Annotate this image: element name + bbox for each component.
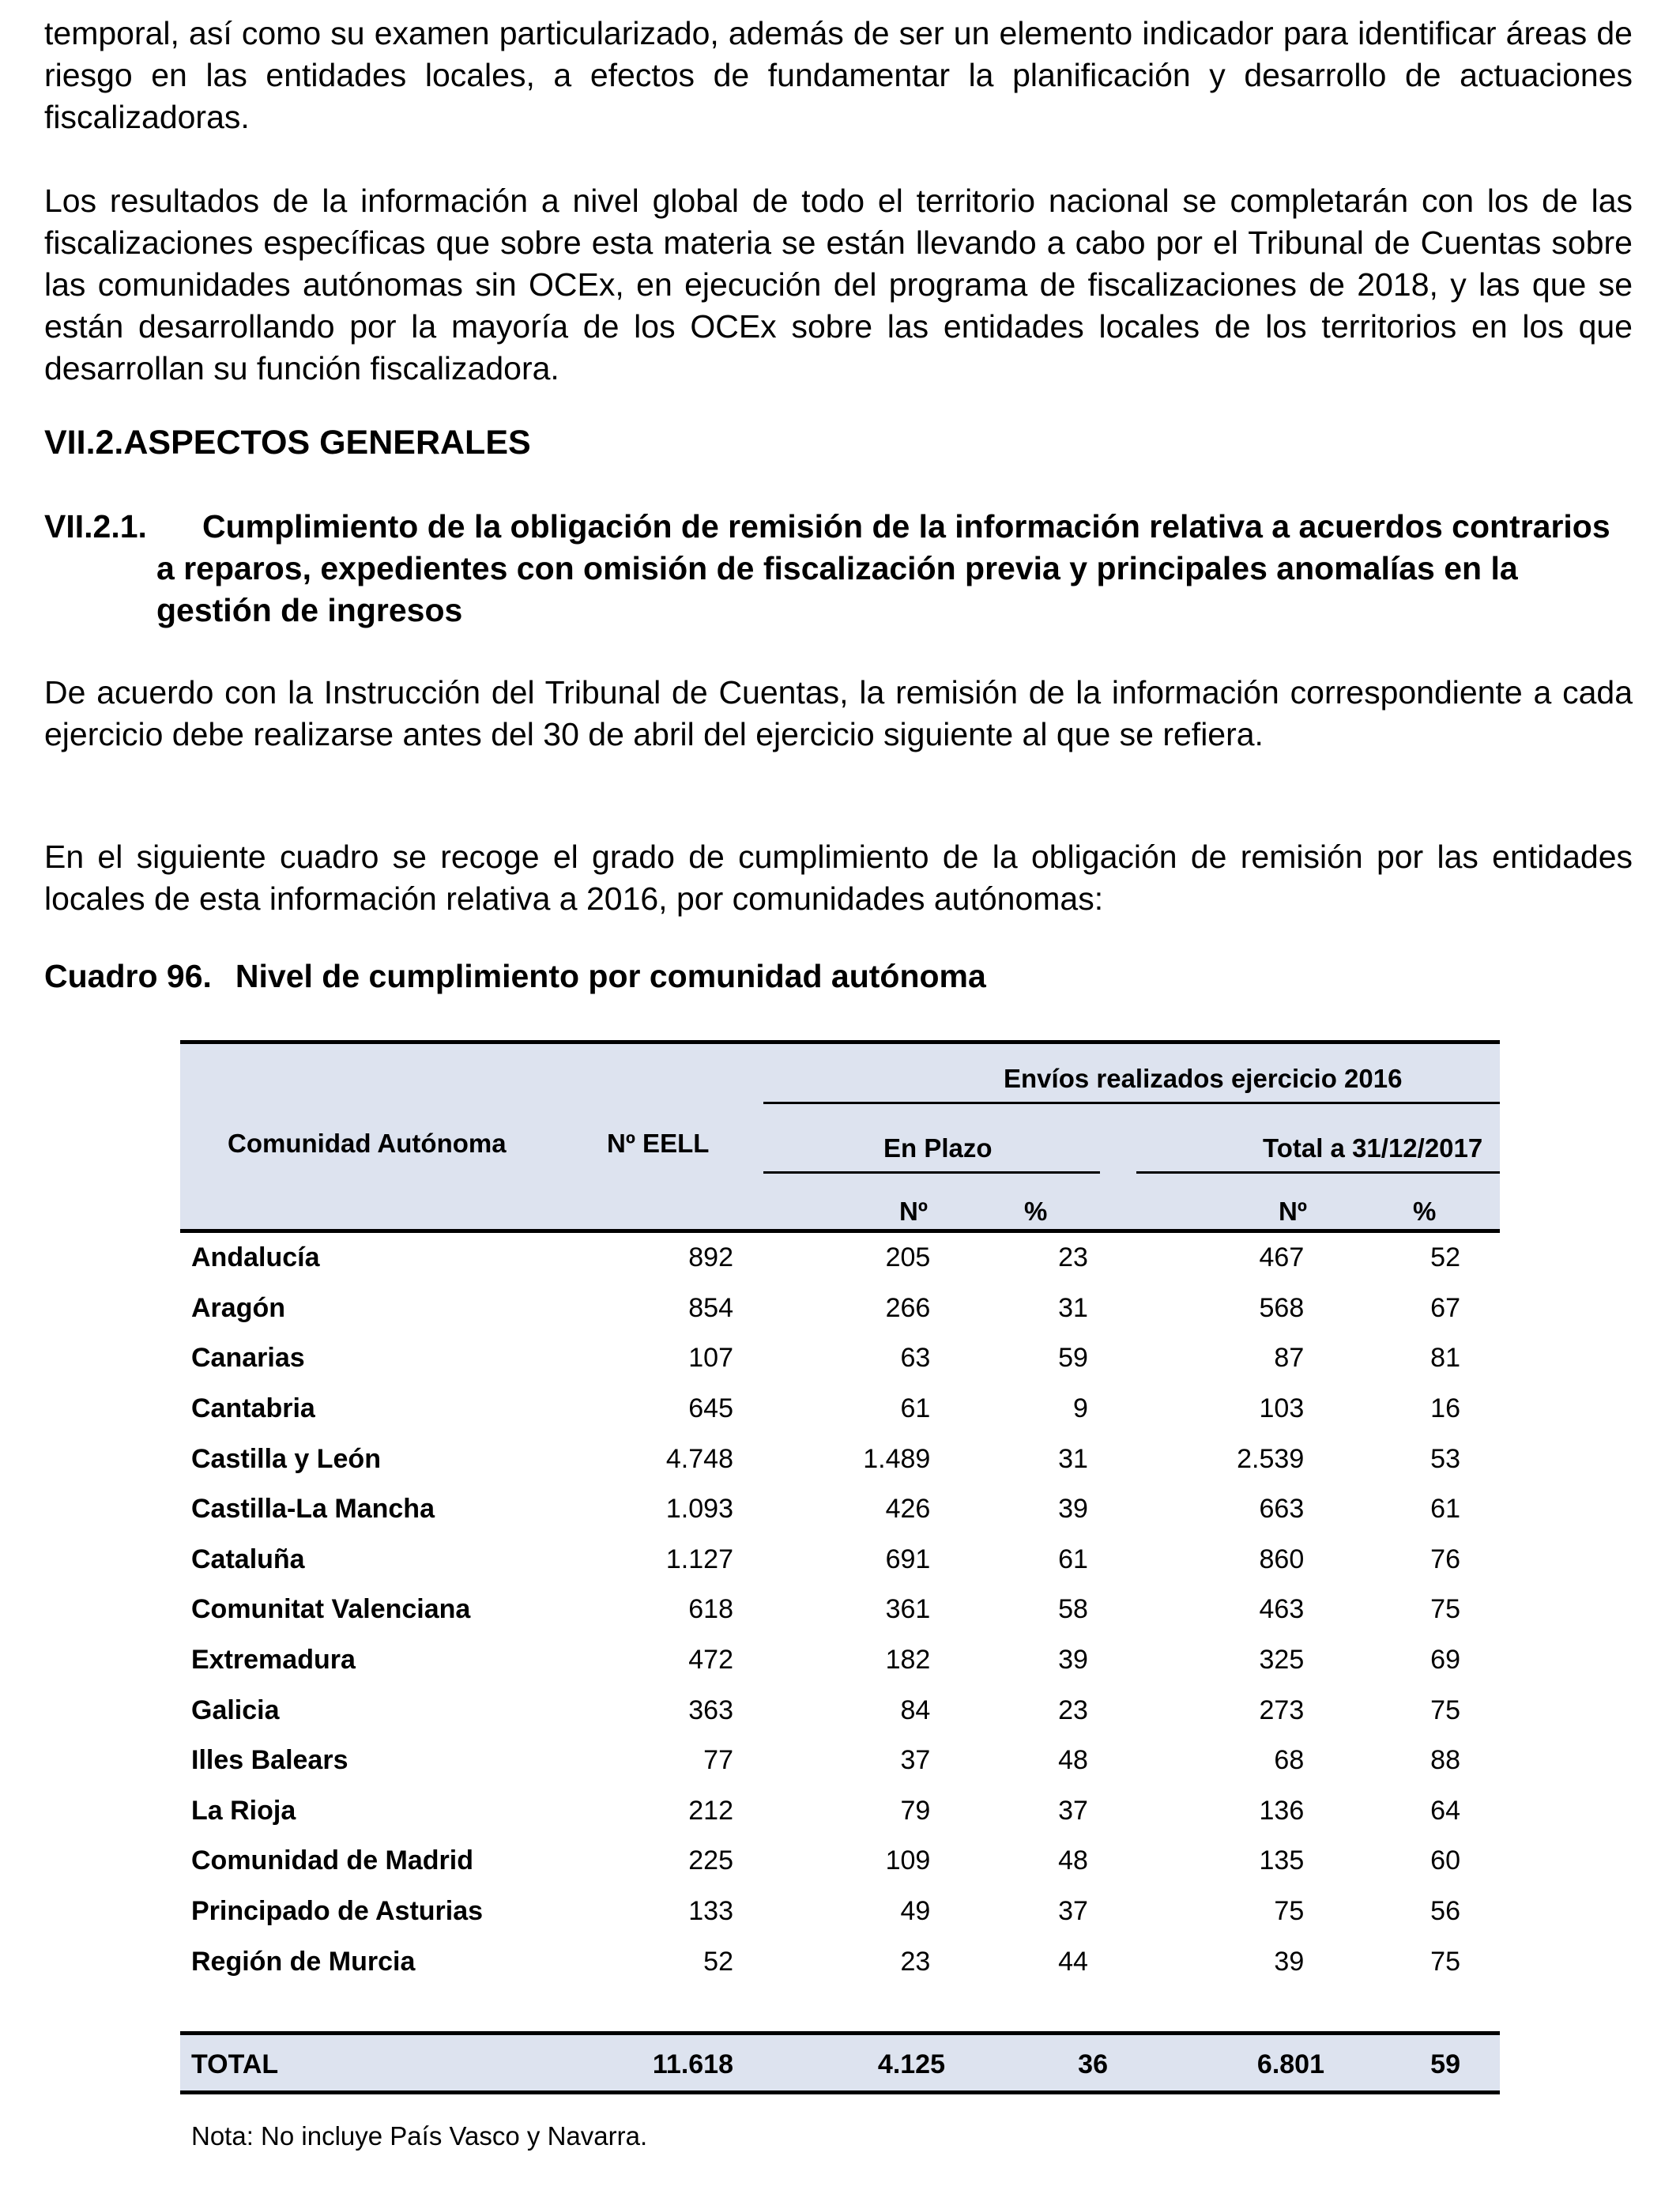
row-comunidad: Aragón: [191, 1292, 285, 1323]
row-en-plazo-num: 37: [900, 1745, 931, 1776]
row-en-plazo-num: 49: [900, 1896, 931, 1927]
row-total-num: 860: [1259, 1544, 1305, 1574]
table-row: [180, 1887, 1500, 1937]
row-total-num: 273: [1259, 1695, 1305, 1725]
row-comunidad: Comunitat Valenciana: [191, 1594, 471, 1625]
row-total-pct: 81: [1430, 1343, 1460, 1374]
row-en-plazo-num: 61: [900, 1393, 931, 1424]
row-total-pct: 16: [1430, 1393, 1460, 1424]
row-en-plazo-num: 426: [885, 1494, 931, 1525]
table-row: [180, 1936, 1500, 1987]
row-en-plazo-num: 63: [900, 1343, 931, 1374]
row-total-pct: 60: [1430, 1845, 1460, 1876]
row-total-pct: 53: [1430, 1443, 1460, 1474]
subsection-number: VII.2.1.: [44, 508, 147, 545]
row-comunidad: Cantabria: [191, 1393, 315, 1424]
header-total-pct: %: [1413, 1197, 1437, 1226]
row-en-plazo-pct: 23: [1058, 1695, 1088, 1725]
header-divider-total: [1136, 1171, 1500, 1174]
total-row: [180, 2031, 1500, 2094]
row-en-plazo-num: 23: [900, 1946, 931, 1977]
header-divider-en-plazo: [763, 1171, 1100, 1174]
row-total-num: 135: [1259, 1845, 1305, 1876]
table-note: Nota: No incluye País Vasco y Navarra.: [191, 2121, 648, 2151]
row-eell: 854: [688, 1292, 733, 1323]
total-total-pct: 59: [1430, 2049, 1460, 2079]
row-eell: 133: [688, 1896, 733, 1927]
caption-title: Nivel de cumplimiento por comunidad autónoma: [235, 958, 986, 994]
row-comunidad: La Rioja: [191, 1795, 296, 1826]
row-en-plazo-pct: 48: [1058, 1845, 1088, 1876]
row-en-plazo-pct: 59: [1058, 1343, 1088, 1374]
table-row: [180, 1284, 1500, 1334]
table-row: [180, 1384, 1500, 1434]
row-total-pct: 76: [1430, 1544, 1460, 1574]
table-row: [180, 1434, 1500, 1484]
row-en-plazo-pct: 37: [1058, 1795, 1088, 1826]
header-envios: Envíos realizados ejercicio 2016: [1004, 1064, 1403, 1093]
row-eell: 645: [688, 1393, 733, 1424]
table-row: [180, 1635, 1500, 1686]
table-row: [180, 1484, 1500, 1535]
row-en-plazo-pct: 61: [1058, 1544, 1088, 1574]
row-total-num: 2.539: [1237, 1443, 1305, 1474]
row-comunidad: Castilla-La Mancha: [191, 1494, 435, 1525]
row-eell: 1.127: [665, 1544, 733, 1574]
row-eell: 363: [688, 1695, 733, 1725]
row-eell: 225: [688, 1845, 733, 1876]
row-total-num: 136: [1259, 1795, 1305, 1826]
row-comunidad: Galicia: [191, 1695, 280, 1725]
row-total-pct: 75: [1430, 1946, 1460, 1977]
row-en-plazo-pct: 39: [1058, 1494, 1088, 1525]
row-eell: 4.748: [665, 1443, 733, 1474]
total-eell: 11.618: [652, 2049, 733, 2079]
paragraph-4: En el siguiente cuadro se recoge el grado de cumplimiento de la obligación de remisión por las entidades locales de esta información relativa a 2016, por comunidades autónomas:: [44, 839, 1633, 917]
row-comunidad: Extremadura: [191, 1645, 356, 1676]
row-total-pct: 75: [1430, 1695, 1460, 1725]
row-en-plazo-pct: 37: [1058, 1896, 1088, 1927]
total-total-num: 6.801: [1256, 2049, 1324, 2079]
row-eell: 1.093: [665, 1494, 733, 1525]
row-total-num: 87: [1274, 1343, 1305, 1374]
total-label: TOTAL: [191, 2049, 279, 2079]
row-eell: 77: [703, 1745, 733, 1776]
header-eell: Nº EELL: [607, 1129, 710, 1158]
table-row: [180, 1836, 1500, 1887]
row-total-num: 568: [1259, 1292, 1305, 1323]
table-row: [180, 1685, 1500, 1736]
row-total-num: 325: [1259, 1645, 1305, 1676]
row-comunidad: Castilla y León: [191, 1443, 381, 1474]
row-en-plazo-num: 109: [885, 1845, 931, 1876]
row-en-plazo-num: 691: [885, 1544, 931, 1574]
row-eell: 472: [688, 1645, 733, 1676]
table-row: [180, 1233, 1500, 1284]
row-total-pct: 56: [1430, 1896, 1460, 1927]
row-total-num: 68: [1274, 1745, 1305, 1776]
total-en-plazo-pct: 36: [1078, 2049, 1108, 2079]
row-comunidad: Principado de Asturias: [191, 1896, 484, 1927]
table-row: [180, 1333, 1500, 1384]
row-en-plazo-num: 84: [900, 1695, 931, 1725]
total-en-plazo-num: 4.125: [877, 2049, 945, 2079]
header-en-plazo: En Plazo: [883, 1133, 993, 1163]
row-en-plazo-num: 361: [885, 1594, 931, 1625]
table-row: [180, 1585, 1500, 1635]
row-total-pct: 52: [1430, 1242, 1460, 1273]
row-total-pct: 75: [1430, 1594, 1460, 1625]
row-en-plazo-pct: 44: [1058, 1946, 1088, 1977]
row-en-plazo-num: 79: [900, 1795, 931, 1826]
table-row: [180, 1535, 1500, 1585]
row-comunidad: Illes Balears: [191, 1745, 348, 1776]
table-caption: [44, 958, 986, 995]
data-table-body: [180, 1233, 1500, 1987]
row-total-num: 39: [1274, 1946, 1305, 1977]
row-total-num: 467: [1259, 1242, 1305, 1273]
row-en-plazo-pct: 39: [1058, 1645, 1088, 1676]
paragraph-3: De acuerdo con la Instrucción del Tribunal de Cuentas, la remisión de la información correspondiente a cada ejercicio debe realizarse antes del 30 de abril del ejercicio siguiente al que se refiera.: [44, 674, 1633, 752]
header-divider: [763, 1102, 1500, 1104]
row-en-plazo-num: 266: [885, 1292, 931, 1323]
header-total: Total a 31/12/2017: [1263, 1133, 1483, 1163]
row-comunidad: Cataluña: [191, 1544, 305, 1574]
row-eell: 618: [688, 1594, 733, 1625]
row-comunidad: Canarias: [191, 1343, 305, 1374]
header-total-num: Nº: [1279, 1197, 1307, 1226]
row-comunidad: Región de Murcia: [191, 1946, 416, 1977]
row-en-plazo-num: 1.489: [863, 1443, 931, 1474]
row-en-plazo-pct: 58: [1058, 1594, 1088, 1625]
row-comunidad: Andalucía: [191, 1242, 320, 1273]
row-total-pct: 61: [1430, 1494, 1460, 1525]
row-en-plazo-pct: 9: [1073, 1393, 1088, 1424]
row-eell: 212: [688, 1795, 733, 1826]
table-body: [180, 1233, 1500, 1987]
table-row: [180, 1736, 1500, 1786]
subsection-title: Cumplimiento de la obligación de remisión de la información relativa a acuerdos contrarios a reparos, expedientes con omisión de fiscalización previa y principales anomalías en la gestión de ingresos: [156, 508, 1610, 628]
row-total-pct: 88: [1430, 1745, 1460, 1776]
row-total-pct: 69: [1430, 1645, 1460, 1676]
row-en-plazo-pct: 31: [1058, 1443, 1088, 1474]
row-en-plazo-num: 182: [885, 1645, 931, 1676]
caption-label: Cuadro 96.: [44, 958, 212, 994]
row-total-num: 463: [1259, 1594, 1305, 1625]
row-en-plazo-pct: 31: [1058, 1292, 1088, 1323]
section-heading: VII.2.ASPECTOS GENERALES: [44, 424, 531, 462]
row-total-pct: 67: [1430, 1292, 1460, 1323]
row-eell: 107: [688, 1343, 733, 1374]
row-total-num: 103: [1259, 1393, 1305, 1424]
row-comunidad: Comunidad de Madrid: [191, 1845, 473, 1876]
row-eell: 52: [703, 1946, 733, 1977]
row-en-plazo-num: 205: [885, 1242, 931, 1273]
header-comunidad: Comunidad Autónoma: [228, 1129, 507, 1158]
paragraph-1: temporal, así como su examen particularizado, además de ser un elemento indicador para identificar áreas de riesgo en las entidades locales, a efectos de fundamentar la planificación y desarrollo de actuaciones fiscalizadoras.: [44, 15, 1633, 135]
row-total-num: 663: [1259, 1494, 1305, 1525]
paragraph-2: Los resultados de la información a nivel global de todo el territorio nacional se completarán con los de las fiscalizaciones específicas que sobre esta materia se están llevando a cabo por el Tribunal de Cuentas sobre las comunidades autónomas sin OCEx, en ejecución del programa de fiscalizaciones de 2018, y las que se están desarrollando por la mayoría de los OCEx sobre las entidades locales de los territorios en los que desarrollan su función fiscalizadora.: [44, 183, 1633, 386]
table-row: [180, 1786, 1500, 1837]
header-en-plazo-pct: %: [1024, 1197, 1048, 1226]
subsection-heading: [44, 506, 1633, 631]
row-en-plazo-pct: 48: [1058, 1745, 1088, 1776]
row-total-num: 75: [1274, 1896, 1305, 1927]
row-total-pct: 64: [1430, 1795, 1460, 1826]
row-eell: 892: [688, 1242, 733, 1273]
header-en-plazo-num: Nº: [899, 1197, 928, 1226]
row-en-plazo-pct: 23: [1058, 1242, 1088, 1273]
